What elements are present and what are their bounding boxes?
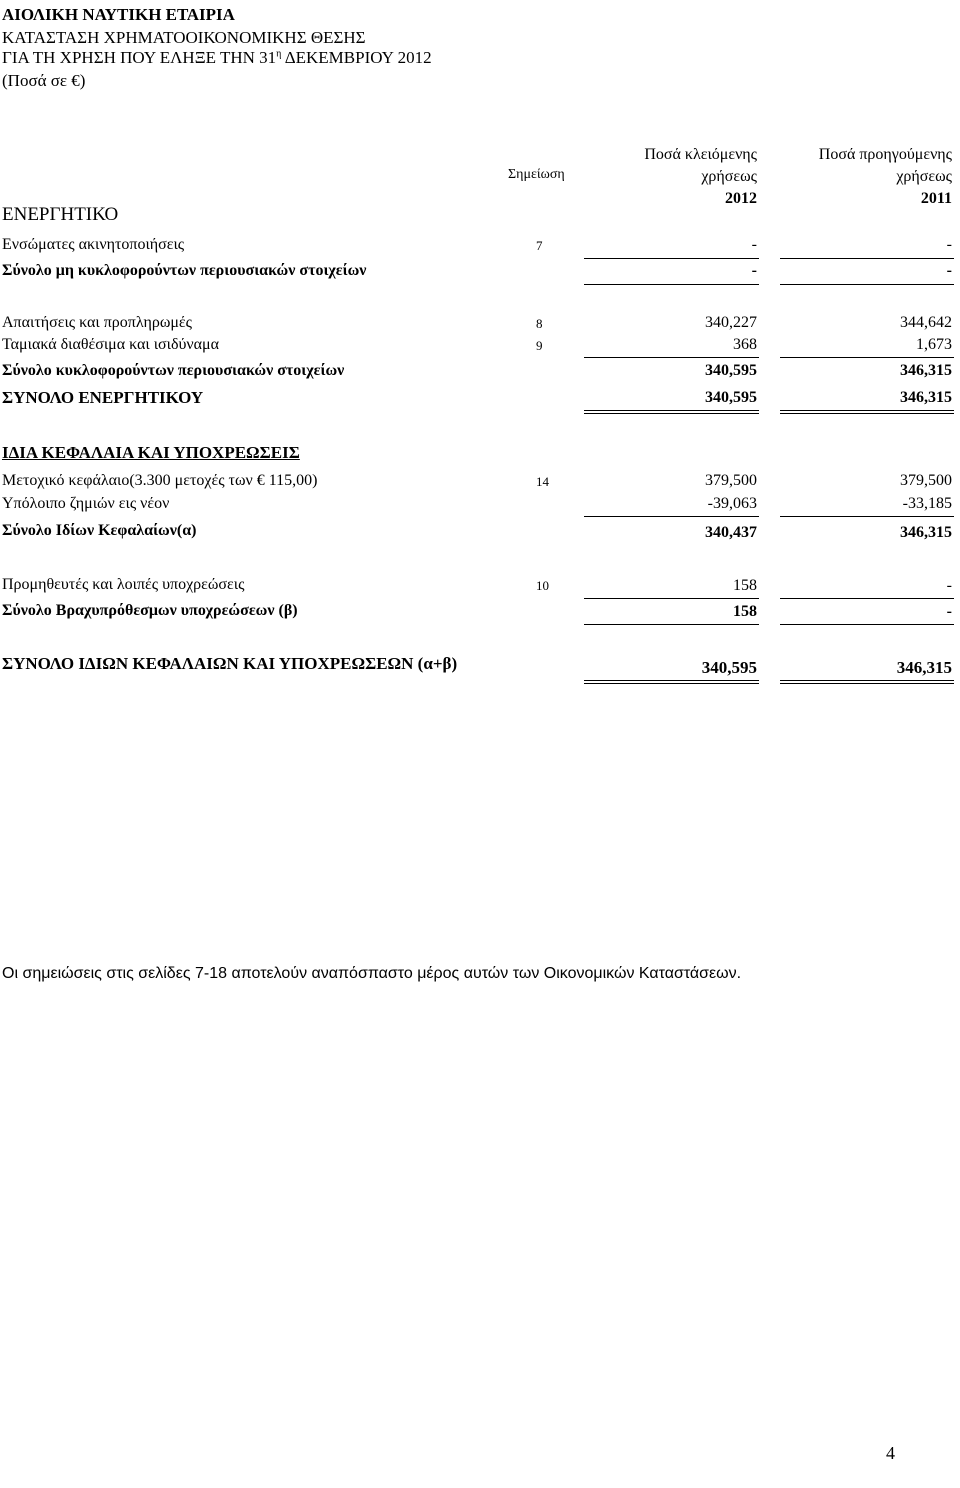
row-noncurrent-total-label: Σύνολο μη κυκλοφορούντων περιουσιακών στοιχείων xyxy=(2,262,367,279)
period-prefix: ΓΙΑ ΤΗ ΧΡΗΣΗ ΠΟΥ ΕΛΗΞΕ ΤΗΝ 31 xyxy=(2,48,277,67)
row-receivables-note: 8 xyxy=(536,316,543,331)
rule xyxy=(584,357,759,358)
rule xyxy=(584,410,759,411)
rule xyxy=(584,413,759,414)
row-share-capital-note: 14 xyxy=(536,474,549,489)
row-payables-2012: 158 xyxy=(733,577,757,594)
period-superscript: η xyxy=(276,48,282,60)
row-noncurrent-total-2011: - xyxy=(946,262,952,279)
row-retained-losses-label: Υπόλοιπο ζημιών εις νέον xyxy=(2,495,170,512)
row-equity-total-2011: 346,315 xyxy=(900,524,952,541)
company-name: ΑΙΟΛΙΚΗ ΝΑΥΤΙΚΗ ΕΤΑΙΡΙΑ xyxy=(2,5,235,24)
row-cash-2011: 1,673 xyxy=(916,336,952,353)
row-share-capital-2011: 379,500 xyxy=(900,472,952,489)
current-header-line1: Ποσά κλειόμενης xyxy=(644,146,757,163)
rule xyxy=(584,258,759,259)
row-share-capital-2012: 379,500 xyxy=(705,472,757,489)
rule xyxy=(780,357,954,358)
row-receivables-2011: 344,642 xyxy=(900,314,952,331)
row-total-assets-2011: 346,315 xyxy=(900,389,952,406)
row-equity-total-2012: 340,437 xyxy=(705,524,757,541)
prior-year-header xyxy=(819,144,952,210)
row-cash-note: 9 xyxy=(536,338,543,353)
page-number: 4 xyxy=(886,1443,895,1463)
rule xyxy=(780,598,954,599)
rule xyxy=(584,516,759,517)
row-current-total-2012: 340,595 xyxy=(705,362,757,379)
row-payables-label: Προμηθευτές και λοιπές υποχρεώσεις xyxy=(2,576,245,593)
rule xyxy=(584,598,759,599)
row-payables-note: 10 xyxy=(536,578,549,593)
row-shortterm-total-label: Σύνολο Βραχυπρόθεσμων υποχρεώσεων (β) xyxy=(2,602,298,619)
prior-year-label: 2011 xyxy=(920,190,952,207)
rule xyxy=(584,680,759,681)
row-receivables-label: Απαιτήσεις και προπληρωμές xyxy=(2,314,192,331)
current-year-header xyxy=(644,144,757,210)
rule xyxy=(780,413,954,414)
row-share-capital-label: Μετοχικό κεφάλαιο(3.300 μετοχές των € 115,00) xyxy=(2,472,318,489)
note-column-header: Σημείωση xyxy=(508,167,565,182)
row-fixed-assets-label: Ενσώματες ακινητοποιήσεις xyxy=(2,236,185,253)
rule xyxy=(584,683,759,684)
period-suffix: ΔΕΚΕΜΒΡΙΟΥ 2012 xyxy=(281,48,432,67)
rule xyxy=(780,284,954,285)
statement-period xyxy=(2,49,432,66)
prior-header-line1: Ποσά προηγούμενης xyxy=(818,146,952,163)
row-grand-total-label: ΣΥΝΟΛΟ ΙΔΙΩΝ ΚΕΦΑΛΑΙΩΝ ΚΑΙ ΥΠΟΧΡΕΩΣΕΩΝ (α+β) xyxy=(2,654,458,673)
row-grand-total-2011: 346,315 xyxy=(896,658,952,677)
rule xyxy=(584,284,759,285)
row-receivables-2012: 340,227 xyxy=(705,314,757,331)
row-current-total-2011: 346,315 xyxy=(900,362,952,379)
rule xyxy=(780,516,954,517)
rule xyxy=(780,680,954,681)
rule xyxy=(584,624,759,625)
row-shortterm-total-2011: - xyxy=(946,603,952,620)
prior-header-line2: χρήσεως xyxy=(896,168,952,185)
row-noncurrent-total-2012: - xyxy=(751,262,757,279)
row-total-assets-label: ΣΥΝΟΛΟ ΕΝΕΡΓΗΤΙΚΟΥ xyxy=(2,388,204,407)
row-shortterm-total-2012: 158 xyxy=(733,603,757,620)
row-cash-2012: 368 xyxy=(733,336,757,353)
row-retained-losses-2012: -39,063 xyxy=(707,495,757,512)
row-fixed-assets-2011: - xyxy=(946,236,952,253)
currency-note: (Ποσά σε €) xyxy=(2,71,86,90)
row-equity-total-label: Σύνολο Ιδίων Κεφαλαίων(α) xyxy=(2,522,197,539)
current-year-label: 2012 xyxy=(725,190,757,207)
statement-title: ΚΑΤΑΣΤΑΣΗ ΧΡΗΜΑΤΟΟΙΚΟΝΟΜΙΚΗΣ ΘΕΣΗΣ xyxy=(2,28,366,47)
rule xyxy=(780,624,954,625)
current-header-line2: χρήσεως xyxy=(701,168,757,185)
row-current-total-label: Σύνολο κυκλοφορούντων περιουσιακών στοιχείων xyxy=(2,362,345,379)
rule xyxy=(780,410,954,411)
row-payables-2011: - xyxy=(946,577,952,594)
row-fixed-assets-2012: - xyxy=(751,236,757,253)
rule xyxy=(780,258,954,259)
row-total-assets-2012: 340,595 xyxy=(705,389,757,406)
row-fixed-assets-note: 7 xyxy=(536,238,543,253)
footer-note: Οι σημειώσεις στις σελίδες 7-18 αποτελούν αναπόσπαστο μέρος αυτών των Οικονομικών Καταστάσεων. xyxy=(2,965,742,982)
assets-title: ΕΝΕΡΓΗΤΙΚΟ xyxy=(2,204,119,225)
equity-liabilities-title: ΙΔΙΑ ΚΕΦΑΛΑΙΑ ΚΑΙ ΥΠΟΧΡΕΩΣΕΙΣ xyxy=(2,443,300,462)
row-grand-total-2012: 340,595 xyxy=(701,658,757,677)
rule xyxy=(780,683,954,684)
row-cash-label: Ταμιακά διαθέσιμα και ισιδύναμα xyxy=(2,336,220,353)
row-retained-losses-2011: -33,185 xyxy=(902,495,952,512)
